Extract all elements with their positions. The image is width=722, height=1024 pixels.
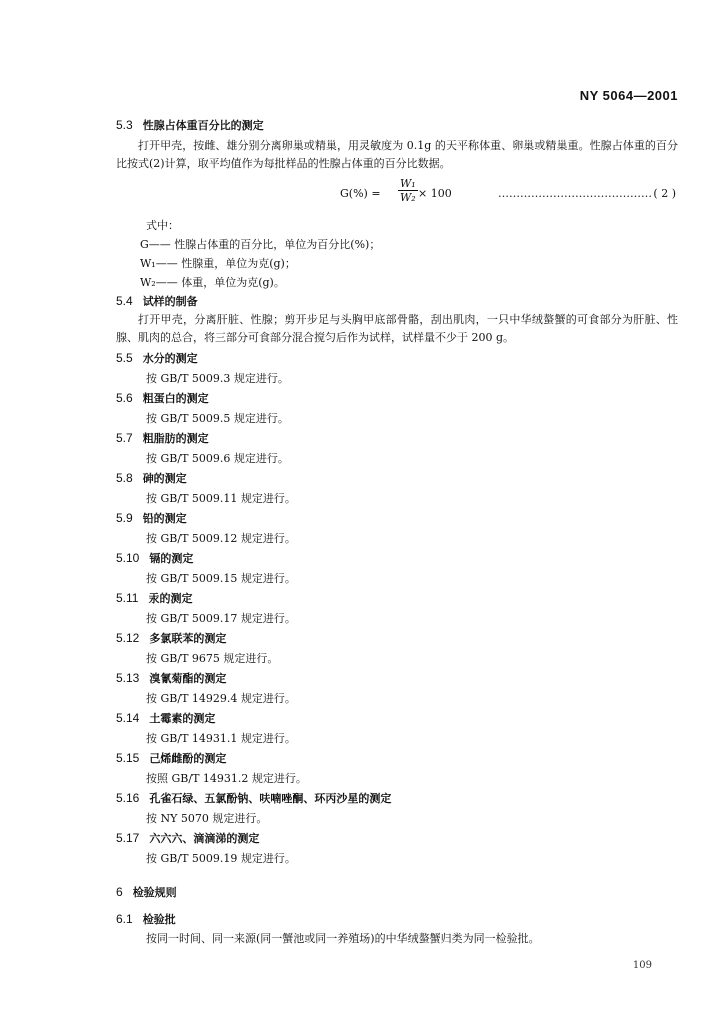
section-paragraph-5-4: 打开甲壳，分离肝脏、性腺；剪开步足与头胸甲底部骨骼，刮出肌肉，一只中华绒螯蟹的可食部分为肝脏、性腺、肌肉的总合，将三部分可食部分混合搅匀后作为试样，试样量不少于 200 g。 bbox=[116, 313, 678, 344]
where-label: 式中： bbox=[146, 219, 179, 232]
section-title: 己烯雌酚的测定 bbox=[149, 752, 227, 765]
standard-code: NY 5064—2001 bbox=[579, 88, 678, 103]
document-body bbox=[116, 118, 678, 947]
section-heading bbox=[116, 671, 678, 686]
section-heading bbox=[116, 391, 678, 406]
section-title: 检验批 bbox=[142, 913, 176, 926]
formula-rhs: × 100 bbox=[418, 187, 452, 200]
section-number: 5.15 bbox=[116, 751, 140, 765]
section-paragraph-5-3: 打开甲壳，按雌、雄分别分离卵巢或精巢，用灵敏度为 0.1g 的天平称体重、卵巢或精巢重。性腺占体重的百分比按式(2)计算，取平均值作为每批样品的性腺占体重的百分比数据。 bbox=[116, 139, 678, 170]
section-title: 砷的测定 bbox=[142, 472, 187, 485]
section-text: 按 NY 5070 规定进行。 bbox=[146, 812, 268, 825]
section-text: 按 GB/T 5009.11 规定进行。 bbox=[146, 492, 296, 505]
section-heading-6 bbox=[116, 885, 678, 900]
section-title: 镉的测定 bbox=[149, 552, 194, 565]
section-number: 5.16 bbox=[116, 791, 140, 805]
section-heading bbox=[116, 511, 678, 526]
section-text: 按 GB/T 5009.6 规定进行。 bbox=[146, 452, 289, 465]
test-method-item bbox=[116, 631, 678, 667]
fraction-numerator: W₁ bbox=[400, 177, 416, 190]
test-method-item bbox=[116, 671, 678, 707]
section-heading bbox=[116, 711, 678, 726]
test-method-item bbox=[116, 391, 678, 427]
section-text: 按 GB/T 5009.12 规定进行。 bbox=[146, 532, 296, 545]
section-text: 按 GB/T 5009.17 规定进行。 bbox=[146, 612, 296, 625]
section-title: 孔雀石绿、五氯酚钠、呋喃唑酮、环丙沙星的测定 bbox=[149, 792, 392, 805]
section-number: 5.9 bbox=[116, 511, 133, 525]
test-method-item bbox=[116, 711, 678, 747]
section-title: 六六六、滴滴涕的测定 bbox=[149, 832, 260, 845]
section-text: 按 GB/T 14931.1 规定进行。 bbox=[146, 732, 296, 745]
variable-w1: W₁—— 性腺重，单位为克(g)； bbox=[140, 257, 296, 270]
test-method-item bbox=[116, 751, 678, 787]
section-number: 5.13 bbox=[116, 671, 140, 685]
section-text: 按 GB/T 9675 规定进行。 bbox=[146, 652, 279, 665]
fraction-denominator: W₂ bbox=[400, 191, 416, 204]
test-method-item bbox=[116, 591, 678, 627]
section-text: 按 GB/T 5009.19 规定进行。 bbox=[146, 852, 296, 865]
test-method-item bbox=[116, 511, 678, 547]
section-number: 5.10 bbox=[116, 551, 140, 565]
section-heading bbox=[116, 431, 678, 446]
section-number: 5.5 bbox=[116, 351, 133, 365]
section-title: 试样的制备 bbox=[142, 295, 198, 308]
section-title: 铅的测定 bbox=[142, 512, 187, 525]
section-title: 汞的测定 bbox=[148, 592, 193, 605]
section-number: 5.17 bbox=[116, 831, 140, 845]
section-heading bbox=[116, 791, 678, 806]
section-number: 6 bbox=[116, 885, 123, 899]
section-heading bbox=[116, 351, 678, 366]
formula-lhs: G(%) = bbox=[340, 187, 381, 200]
section-text-6-1: 按同一时间、同一来源(同一蟹池或同一养殖场)的中华绒螯蟹归类为同一检验批。 bbox=[146, 932, 540, 945]
section-number: 5.6 bbox=[116, 391, 133, 405]
section-title: 土霉素的测定 bbox=[149, 712, 216, 725]
section-title: 水分的测定 bbox=[142, 352, 198, 365]
section-number: 6.1 bbox=[116, 912, 133, 926]
test-method-item bbox=[116, 551, 678, 587]
section-heading bbox=[116, 831, 678, 846]
section-heading bbox=[116, 551, 678, 566]
section-title: 多氯联苯的测定 bbox=[149, 632, 227, 645]
section-title: 溴氰菊酯的测定 bbox=[149, 672, 227, 685]
section-number: 5.8 bbox=[116, 471, 133, 485]
section-text: 按 GB/T 5009.15 规定进行。 bbox=[146, 572, 296, 585]
section-text: 按 GB/T 5009.5 规定进行。 bbox=[146, 412, 289, 425]
test-method-item bbox=[116, 791, 678, 827]
section-text: 按 GB/T 5009.3 规定进行。 bbox=[146, 372, 289, 385]
test-method-item bbox=[116, 831, 678, 867]
section-heading bbox=[116, 751, 678, 766]
variable-w2: W₂—— 体重，单位为克(g)。 bbox=[140, 276, 285, 289]
section-text: 按 GB/T 14929.4 规定进行。 bbox=[146, 692, 296, 705]
section-heading-5-3 bbox=[116, 118, 678, 133]
variable-g: G—— 性腺占体重的百分比，单位为百分比(%)； bbox=[140, 238, 381, 251]
section-title: 粗脂肪的测定 bbox=[142, 432, 209, 445]
formula-2 bbox=[116, 177, 678, 211]
test-method-item bbox=[116, 431, 678, 467]
section-title: 检验规则 bbox=[132, 886, 177, 899]
section-heading bbox=[116, 471, 678, 486]
section-heading-5-4 bbox=[116, 294, 678, 309]
formula-fraction bbox=[398, 177, 418, 205]
section-number: 5.14 bbox=[116, 711, 140, 725]
section-number: 5.12 bbox=[116, 631, 140, 645]
section-title: 性腺占体重百分比的测定 bbox=[142, 119, 264, 132]
section-heading bbox=[116, 591, 678, 606]
section-number: 5.3 bbox=[116, 118, 133, 132]
section-number: 5.7 bbox=[116, 431, 133, 445]
section-title: 粗蛋白的测定 bbox=[142, 392, 209, 405]
section-heading bbox=[116, 631, 678, 646]
section-heading-6-1 bbox=[116, 912, 678, 927]
test-method-list bbox=[116, 351, 678, 867]
section-text: 按照 GB/T 14931.2 规定进行。 bbox=[146, 772, 307, 785]
test-method-item bbox=[116, 351, 678, 387]
formula-leader-dots: …………………………………… bbox=[498, 187, 652, 200]
test-method-item bbox=[116, 471, 678, 507]
page-number: 109 bbox=[632, 960, 652, 971]
section-number: 5.4 bbox=[116, 294, 133, 308]
formula-number: ( 2 ) bbox=[653, 187, 676, 200]
section-number: 5.11 bbox=[116, 591, 139, 605]
